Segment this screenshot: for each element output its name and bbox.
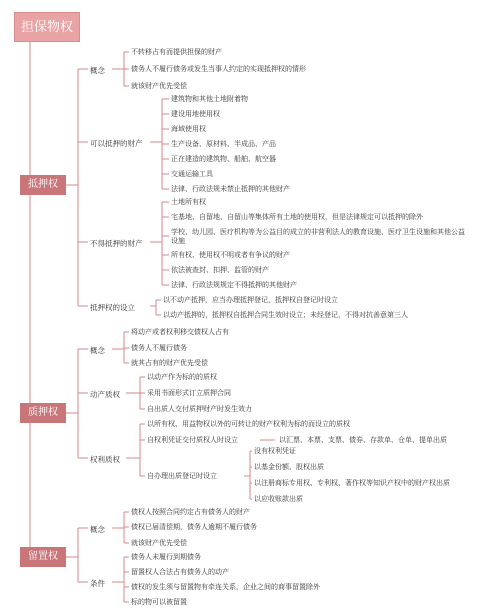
mortgage-cannot-item: 依法被查封、扣押、监管的财产 (171, 266, 269, 274)
lien-concept-item: 就该财产优先受偿 (131, 539, 187, 547)
lien-conditions-item: 标的物可以被留置 (131, 598, 187, 606)
lien-concept-label: 概念 (90, 525, 105, 534)
mortgage-concept-item: 不转移占有而提供担保的财产 (131, 48, 222, 56)
mortgage-topic: 抵押权 (20, 175, 66, 195)
pledge-right-register-item: 以基金份额、股权出质 (254, 463, 324, 471)
mortgage-cannot-item: 宅基地、自留地、自留山等集体所有土地的使用权，但是法律规定可以抵押的除外 (171, 213, 423, 221)
mortgage-can-item: 建筑物和其他土地附着物 (171, 95, 248, 103)
pledge-right-item: 以所有权、用益物权以外的可转让的财产权利为标的而设立的质权 (147, 420, 350, 428)
mortgage-establish-item: 以不动产抵押，应当办理抵押登记，抵押权自登记时设立 (163, 296, 338, 304)
mortgage-can-item: 建设用地使用权 (171, 110, 220, 118)
pledge-right-evidence-label: 自权利凭证交付质权人时设立 (147, 436, 238, 444)
pledge-movable-label: 动产质权 (90, 390, 120, 399)
lien-conditions-item: 留置权人合法占有债务人的动产 (131, 568, 229, 576)
mortgage-cannot-label: 不得抵押的财产 (90, 239, 143, 248)
mortgage-can-item: 法律、行政法规未禁止抵押的其他财产 (171, 185, 290, 193)
mortgage-concept-item: 就该财产优先受偿 (131, 82, 187, 90)
mortgage-can-label: 可以抵押的财产 (90, 139, 143, 148)
mortgage-cannot-item: 土地所有权 (171, 198, 206, 206)
pledge-right-register-item: 没有权利凭证 (254, 447, 296, 455)
lien-concept-item: 债权已届清偿期，债务人逾期不履行债务 (131, 523, 257, 531)
lien-conditions-item: 债务人未履行到期债务 (131, 553, 201, 561)
pledge-right-evidence-item: 以汇票、本票、支票、债券、存款单、仓单、提单出质 (279, 436, 447, 444)
mortgage-concept-item: 债务人不履行债务或发生当事人约定的实现抵押权的情形 (131, 65, 306, 73)
lien-conditions-item: 债权的发生须与留置物有牵连关系，企业之间的商事留置除外 (131, 583, 320, 591)
mortgage-cannot-item: 学校、幼儿园、医疗机构等为公益目的成立的非营利法人的教育设施、医疗卫生设施和其他公益设施 (171, 228, 465, 245)
root-topic: 担保物权 (14, 12, 80, 42)
mortgage-can-item: 交通运输工具 (171, 170, 213, 178)
mortgage-establish-item: 以动产抵押的，抵押权自抵押合同生效时设立；未经登记，不得对抗善意第三人 (163, 311, 408, 319)
mortgage-can-item: 正在建造的建筑物、船舶、航空器 (171, 155, 276, 163)
mortgage-concept-label: 概念 (90, 66, 105, 75)
pledge-right-register-item: 以应收账款出质 (254, 495, 303, 503)
lien-concept-item: 债权人按照合同约定占有债务人的财产 (131, 508, 250, 516)
pledge-movable-item: 以动产作为标的的质权 (147, 373, 217, 381)
mortgage-cannot-item: 所有权、使用权不明或者有争议的财产 (171, 251, 290, 259)
pledge-concept-label: 概念 (90, 346, 105, 355)
pledge-right-register-item: 以注册商标专用权、专利权、著作权等知识产权中的财产权出质 (254, 479, 450, 487)
pledge-right-register-label: 自办理出质登记时设立 (147, 472, 217, 480)
pledge-concept-item: 债务人不履行债务 (131, 344, 187, 352)
pledge-concept-item: 就其占有的财产优先受偿 (131, 359, 208, 367)
mortgage-cannot-item: 法律、行政法规规定不得抵押的其他财产 (171, 281, 297, 289)
pledge-topic: 质押权 (20, 403, 66, 423)
pledge-movable-item: 采用书面形式订立质押合同 (147, 389, 231, 397)
pledge-right-label: 权利质权 (90, 455, 120, 464)
pledge-movable-item: 自出质人交付质押财产时发生效力 (147, 405, 252, 413)
mortgage-can-item: 生产设备、原材料、半成品、产品 (171, 140, 276, 148)
lien-topic: 留置权 (20, 547, 66, 567)
lien-conditions-label: 条件 (90, 579, 105, 588)
mortgage-establish-label: 抵押权的设立 (90, 303, 135, 312)
mortgage-can-item: 海域使用权 (171, 125, 206, 133)
pledge-concept-item: 将动产或者权利移交债权人占有 (131, 328, 229, 336)
